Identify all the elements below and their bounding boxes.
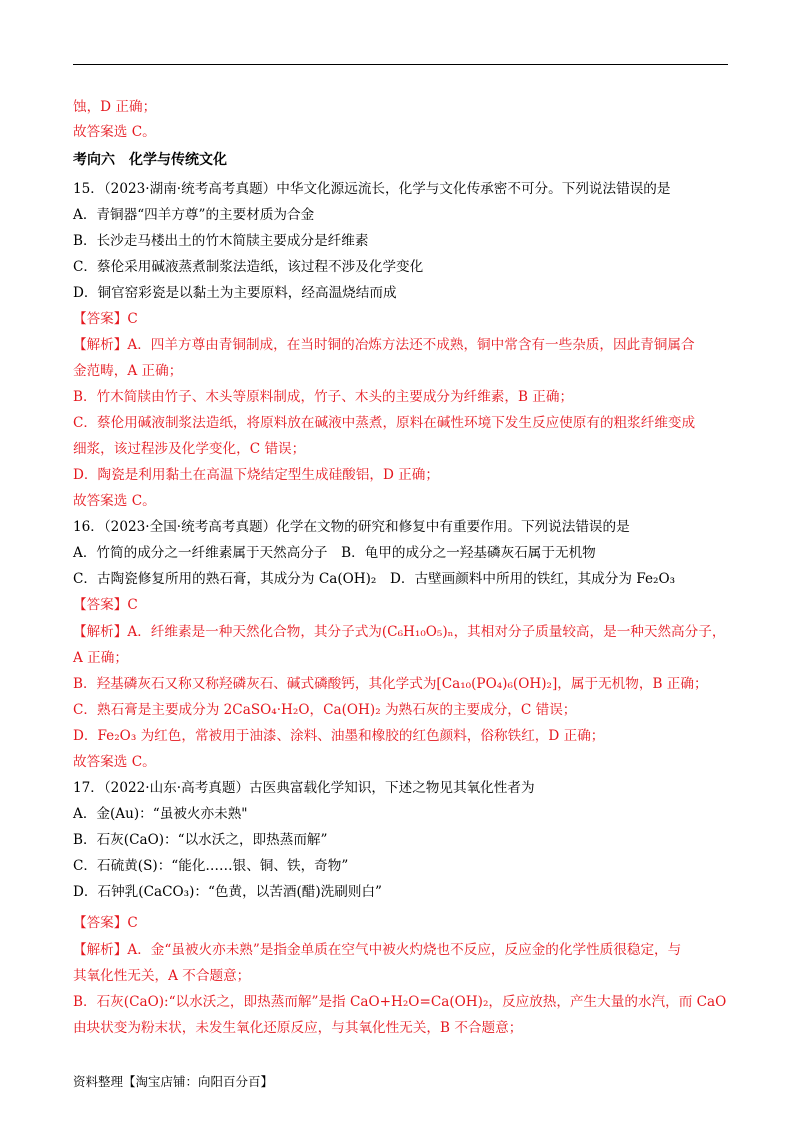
- answer-line: C．熟石膏是主要成分为 2CaSO₄·H₂O，Ca(OH)₂ 为熟石灰的主要成分，C 错误；: [73, 702, 577, 718]
- answer-line: C．蔡伦用碱液制浆法造纸，将原料放在碱液中蒸煮，原料在碱性环境下发生反应使原有的粗浆纤维变成: [73, 415, 696, 431]
- answer-line: B．羟基磷灰石又称又称羟磷灰石、碱式磷酸钙，其化学式为[Ca₁₀(PO₄)₆(OH)₂]，属于无机物，B 正确；: [73, 676, 708, 692]
- question-line: D．石钟乳(CaCO₃)：“色黄，以苦酒(醋)洗刷则白”: [73, 884, 383, 900]
- answer-line: 【答案】C: [73, 311, 138, 327]
- question-line: 15．（2023·湖南·统考高考真题）中华文化源远流长，化学与文化传承密不可分。下列说法错误的是: [73, 181, 671, 197]
- answer-line: D．陶瓷是利用黏土在高温下烧结定型生成硅酸铝，D 正确；: [73, 467, 439, 483]
- answer-line: 【答案】C: [73, 597, 138, 613]
- question-line: C．蔡伦采用碱液蒸煮制浆法造纸，该过程不涉及化学变化: [73, 259, 424, 275]
- answer-line: 【解析】A．金“虽被火亦未熟”是指金单质在空气中被火灼烧也不反应，反应金的化学性质很稳定，与: [73, 942, 682, 958]
- answer-line: D．Fe₂O₃ 为红色，常被用于油漆、涂料、油墨和橡胶的红色颜料，俗称铁红，D 正确；: [73, 728, 605, 744]
- question-line: A．金(Au)：“虽被火亦未熟": [73, 806, 248, 822]
- answer-line: 故答案选 C。: [73, 124, 156, 140]
- answer-line: B．石灰(CaO):“以水沃之，即热蒸而解”是指 CaO+H₂O=Ca(OH)₂，反应放热，产生大量的水汽，而 CaO: [73, 994, 727, 1010]
- answer-line: 【解析】A．四羊方尊由青铜制成，在当时铜的冶炼方法还不成熟，铜中常含有一些杂质，因此青铜属合: [73, 337, 695, 353]
- answer-line: 故答案选 C。: [73, 754, 156, 770]
- question-line: D．铜官窑彩瓷是以黏土为主要原料，经高温烧结而成: [73, 285, 397, 301]
- footer-text: 资料整理【淘宝店铺：向阳百分百】: [73, 1074, 274, 1089]
- answer-line: 【答案】C: [73, 915, 138, 931]
- question-line: B．长沙走马楼出土的竹木简牍主要成分是纤维素: [73, 233, 369, 249]
- answer-line: 细浆，该过程涉及化学变化，C 错误；: [73, 441, 306, 457]
- question-line: A．竹简的成分之一纤维素属于天然高分子 B．龟甲的成分之一羟基磷灰石属于无机物: [73, 545, 596, 561]
- answer-line: 金范畴，A 正确；: [73, 363, 183, 379]
- answer-line: 【解析】A．纤维素是一种天然化合物，其分子式为(C₆H₁₀O₅)ₙ，其相对分子质量较高，是一种天然高分子，: [73, 624, 726, 640]
- answer-line: 蚀，D 正确；: [73, 99, 157, 115]
- question-line: B．石灰(CaO)：“以水沃之，即热蒸而解”: [73, 832, 328, 848]
- question-line: C．石硫黄(S)：“能化……银、铜、铁，奇物”: [73, 858, 349, 874]
- question-line: 17．（2022·山东·高考真题）古医典富载化学知识，下述之物见其氧化性者为: [73, 780, 535, 796]
- question-line: A．青铜器“四羊方尊”的主要材质为合金: [73, 207, 315, 223]
- question-line: C．古陶瓷修复所用的熟石膏，其成分为 Ca(OH)₂ D．古壁画颜料中所用的铁红，其成分为 Fe₂O₃: [73, 571, 676, 587]
- header-rule: [73, 64, 728, 65]
- section-heading: 考向六 化学与传统文化: [73, 152, 227, 168]
- answer-line: 由块状变为粉末状，未发生氧化还原反应，与其氧化性无关，B 不合题意；: [73, 1020, 523, 1036]
- question-line: 16．（2023·全国·统考高考真题）化学在文物的研究和修复中有重要作用。下列说法错误的是: [73, 519, 630, 535]
- answer-line: A 正确；: [73, 650, 128, 666]
- answer-line: 故答案选 C。: [73, 493, 156, 509]
- answer-line: 其氧化性无关，A 不合题意；: [73, 968, 251, 984]
- answer-line: B．竹木简牍由竹子、木头等原料制成，竹子、木头的主要成分为纤维素，B 正确；: [73, 389, 574, 405]
